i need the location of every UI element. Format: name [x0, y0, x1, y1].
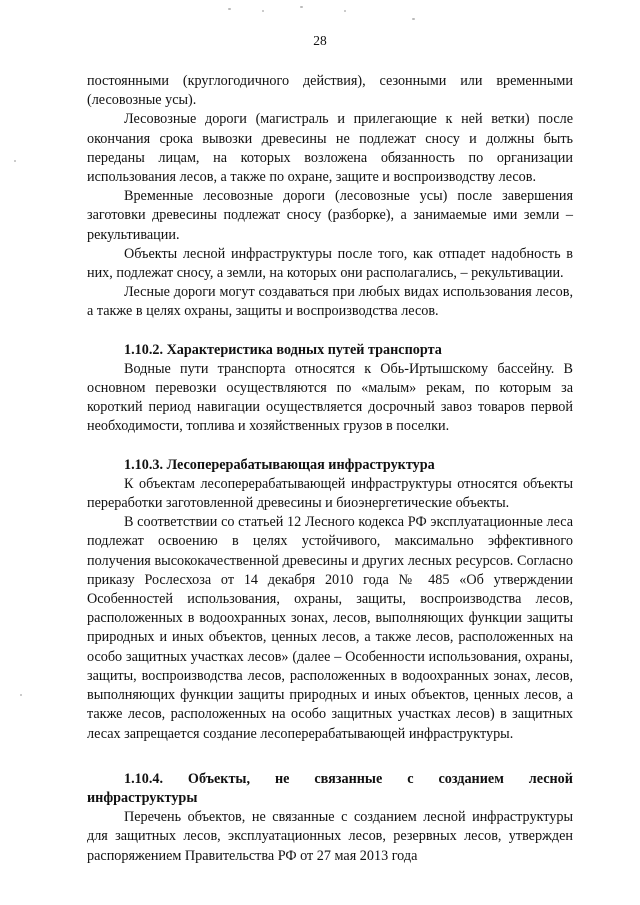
heading-word: созданием [438, 770, 504, 787]
heading-word: связанные [314, 770, 383, 787]
section-heading-1-10-2: 1.10.2. Характеристика водных путей транспорта [124, 341, 442, 358]
paragraph: В соответствии со статьей 12 Лесного кодекса РФ эксплуатационные леса подлежат освоению в целях устойчивого, максимально эффективного получения высококачественной древесины и других лесных ресурсов. Согласно приказу Рослесхоза от 14 декабря 2010 года № 485 «Об утверждении Особенностей использования, охраны, защиты, воспроизводства лесов, расположенных в водоохранных зонах, лесов, выполняющих функции защиты природных и иных объектов, ценных лесов, а также лесов, расположенных на особо защитных участках лесов» (далее – Особенности использования, охраны, защиты, воспроизводства лесов, расположенных в водоохранных зонах, лесов, выполняющих функции защиты природных и иных объектов, ценных лесов, а также лесов, расположенных на особо защитных участках лесов) в защитных лесах запрещается создание лесоперерабатывающей инфраструктуры. [87, 514, 573, 742]
heading-word: с [407, 770, 414, 787]
paragraph: постоянными (круглогодичного действия), сезонными или временными (лесовозные усы). [87, 73, 573, 109]
page-number: 28 [313, 33, 327, 48]
scan-speck [344, 10, 346, 12]
section-heading-1-10-4 [87, 770, 573, 789]
scan-speck [412, 18, 415, 20]
section-heading-1-10-3: 1.10.3. Лесоперерабатывающая инфраструктура [124, 456, 435, 473]
scan-speck [262, 10, 264, 12]
heading-word: Объекты, [187, 770, 251, 787]
heading-word: лесной [528, 770, 573, 787]
paragraph: Лесные дороги могут создаваться при любых видах использования лесов, а также в целях охраны, защиты и воспроизводства лесов. [87, 284, 573, 320]
paragraph: Временные лесовозные дороги (лесовозные усы) после завершения заготовки древесины подлежат сносу (разборке), а занимаемые ими земли – рекультивации. [87, 188, 573, 243]
paragraph: Перечень объектов, не связанные с созданием лесной инфраструктуры для защитных лесов, эксплуатационных лесов, резервных лесов, утвержден распоряжением Правительства РФ от 27 мая 2013 года [87, 809, 573, 864]
scan-speck [20, 694, 22, 696]
scan-speck [14, 160, 16, 162]
paragraph: Лесовозные дороги (магистраль и прилегающие к ней ветки) после окончания срока вывозки древесины не подлежат сносу и должны быть переданы лицам, на которых возложена обязанность по организации использования лесов, а также по охране, защите и воспроизводству лесов. [87, 111, 573, 186]
heading-word: 1.10.4. [124, 770, 164, 787]
paragraph: Объекты лесной инфраструктуры после того, как отпадет надобность в них, подлежат сносу, а земли, на которых они располагались, – рекультивации. [87, 245, 573, 282]
scan-speck [228, 8, 231, 10]
document-body [87, 72, 573, 866]
section-heading-1-10-4-continuation: инфраструктуры [87, 789, 198, 806]
paragraph: К объектам лесоперерабатывающей инфраструктуры относятся объекты переработки заготовленной древесины и биоэнергетические объекты. [87, 475, 573, 512]
paragraph: Водные пути транспорта относятся к Обь-Иртышскому бассейну. В основном перевозки осуществляются по «малым» рекам, по которым за короткий период навигации осуществляется досрочный завоз товаров первой необходимости, топлива и хозяйственных грузов в поселки. [87, 360, 573, 435]
heading-word: не [274, 770, 290, 787]
scan-speck [300, 6, 303, 8]
